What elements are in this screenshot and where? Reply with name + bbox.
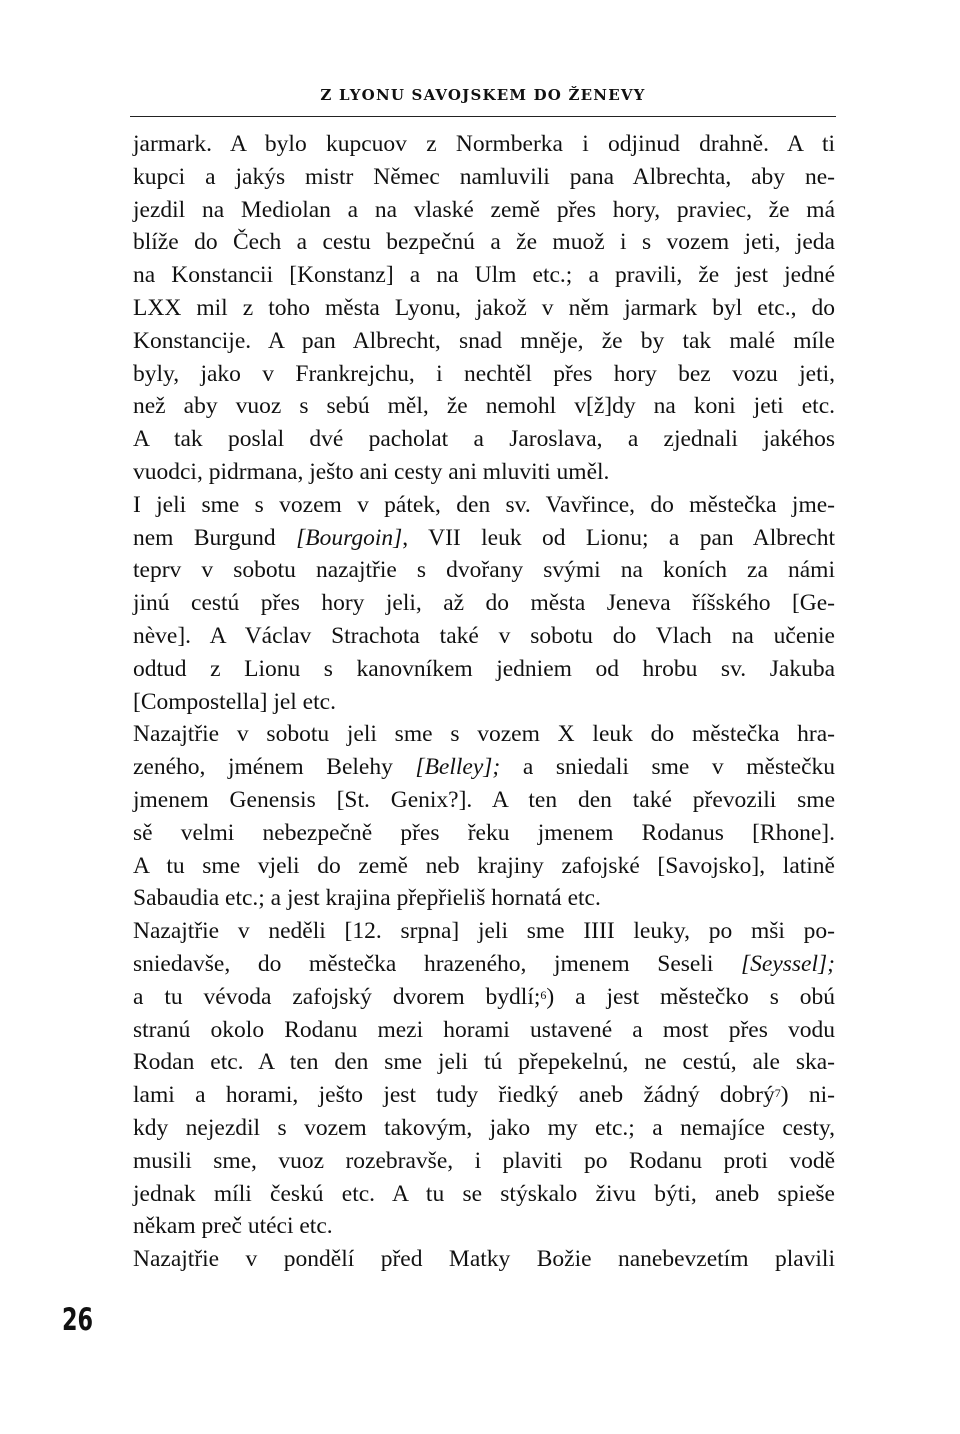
text-line-content: sě velmi nebezpečně přes řeku jmenem Rodanus [Rhone]. (133, 819, 835, 846)
text-line (133, 915, 835, 948)
text-line-content: [Compostella] jel etc. (133, 688, 336, 715)
text-line-content: jednak míli českú etc. A tu se stýskalo živu býti, aneb spieše (133, 1180, 835, 1207)
text-line (133, 489, 835, 522)
text-line-content: musili sme, vuoz rozebravše, i plaviti po Rodanu proti vodě (133, 1147, 835, 1174)
text-line-content: kdy nejezdil s vozem takovým, jako my etc.; a nemajíce cesty, (133, 1114, 835, 1141)
text-line (133, 325, 835, 358)
text-line (133, 423, 835, 456)
text-line-content: Konstancije. A pan Albrecht, snad mněje, že by tak malé míle (133, 327, 835, 354)
text-line (133, 390, 835, 423)
text-line-content: blíže do Čech a cestu bezpečnú a že muož i s vozem jeti, jeda (133, 229, 835, 256)
text-line-content: někam preč utéci etc. (133, 1213, 333, 1240)
text-line-content: LXX mil z toho města Lyonu, jakož v něm jarmark byl etc., do (133, 294, 835, 321)
text-line (133, 292, 835, 325)
text-line-content: Nazajtřie v pondělí před Matky Božie nanebevzetím plavili (133, 1246, 835, 1273)
text-line (133, 587, 835, 620)
text-line-content: kupci a jakýs mistr Němec namluvili pana Albrechta, aby ne- (133, 163, 835, 190)
text-line (133, 718, 835, 751)
text-line-content: A tu sme vjeli do země neb krajiny zafojské [Savojsko], latině (133, 852, 835, 879)
text-line-content: Nazajtřie v sobotu jeli sme s vozem X leuk do městečka hra- (133, 721, 835, 748)
text-line-content: odtud z Lionu s kanovníkem jedniem od hrobu sv. Jakuba (133, 655, 835, 682)
text-line (133, 259, 835, 292)
italic-annotation: [Belley]; (415, 754, 501, 781)
text-line-content: Rodan etc. A ten den sme jeli tú přepekelnú, ne cestú, ale ska- (133, 1049, 835, 1076)
text-line (133, 1112, 835, 1145)
text-line (133, 686, 835, 719)
text-line-content: sniedavše, do městečka hrazeného, jmenem Seseli [Seyssel]; (133, 950, 835, 977)
text-line-content: I jeli sme s vozem v pátek, den sv. Vavřince, do městečka jme- (133, 491, 835, 518)
page-number: 26 (62, 1302, 94, 1338)
text-line-content: A tak poslal dvé pacholat a Jaroslava, a zjednali jakéhos (133, 426, 835, 453)
italic-annotation: [Bourgoin] (296, 524, 403, 551)
text-line-content: a tu vévoda zafojský dvorem bydlí;$^6$) a jest městečko s obú (133, 983, 835, 1010)
footnote-marker: 7 (774, 1086, 781, 1101)
text-line (133, 226, 835, 259)
text-line (133, 128, 835, 161)
text-line (133, 1243, 835, 1276)
text-line (133, 620, 835, 653)
body-text (133, 128, 835, 1276)
text-line (133, 161, 835, 194)
text-line (133, 751, 835, 784)
text-line (133, 456, 835, 489)
text-line (133, 882, 835, 915)
text-line (133, 522, 835, 555)
text-line-content: než aby vuoz s sebú měl, že nemohl v[ž]dy na koni jeti etc. (133, 393, 835, 420)
text-line (133, 554, 835, 587)
italic-annotation: [Seyssel]; (741, 950, 835, 977)
text-line-content: vuodci, pidrmana, ješto ani cesty ani mluviti uměl. (133, 458, 610, 485)
text-line (133, 1210, 835, 1243)
text-line (133, 948, 835, 981)
text-line-content: nève]. A Václav Strachota také v sobotu do Vlach na učenie (133, 622, 835, 649)
text-line-content: jinú cestú přes hory jeli, až do města Jeneva říšského [Ge- (133, 590, 835, 617)
text-line (133, 1178, 835, 1211)
text-line-content: jarmark. A bylo kupcuov z Normberka i odjinud drahně. A ti (133, 131, 835, 157)
header-rule (130, 116, 836, 117)
text-line (133, 817, 835, 850)
text-line (133, 1145, 835, 1178)
text-line-content: stranú okolo Rodanu mezi horami ustavené a most přes vodu (133, 1016, 835, 1043)
text-line-content: jezdil na Mediolan a na vlaské země přes hory, praviec, že má (133, 196, 835, 223)
text-line-content: byly, jako v Frankrejchu, i nechtěl přes hory bez vozu jeti, (133, 360, 835, 387)
text-line (133, 653, 835, 686)
text-line-content: jmenem Genensis [St. Genix?]. A ten den také převozili sme (133, 786, 835, 813)
text-line-content: Sabaudia etc.; a jest krajina přepřieliš hornatá etc. (133, 885, 601, 912)
text-line (133, 194, 835, 227)
text-line-content: nem Burgund [Bourgoin], VII leuk od Lionu; a pan Albrecht (133, 524, 835, 551)
text-line-content: lami a horami, ješto jest tudy řiedký aneb žádný dobrý$^7$) ni- (133, 1082, 835, 1109)
text-line (133, 784, 835, 817)
text-line (133, 1014, 835, 1047)
text-line (133, 850, 835, 883)
running-head: Z LYONU SAVOJSKEM DO ŽENEVY (320, 86, 646, 104)
footnote-marker: 6 (540, 987, 547, 1002)
text-line-content: teprv v sobotu nazajtřie s dvořany svými na koních za námi (133, 557, 835, 584)
text-line (133, 1046, 835, 1079)
text-line (133, 358, 835, 391)
text-line-content: Nazajtřie v neděli [12. srpna] jeli sme IIII leuky, po mši po- (133, 918, 835, 945)
text-line-content: na Konstancii [Konstanz] a na Ulm etc.; a pravili, že jest jedné (133, 262, 835, 289)
text-line (133, 1079, 835, 1112)
text-line-content: zeného, jménem Belehy [Belley]; a sniedali sme v městečku (133, 754, 836, 781)
text-line (133, 981, 835, 1014)
